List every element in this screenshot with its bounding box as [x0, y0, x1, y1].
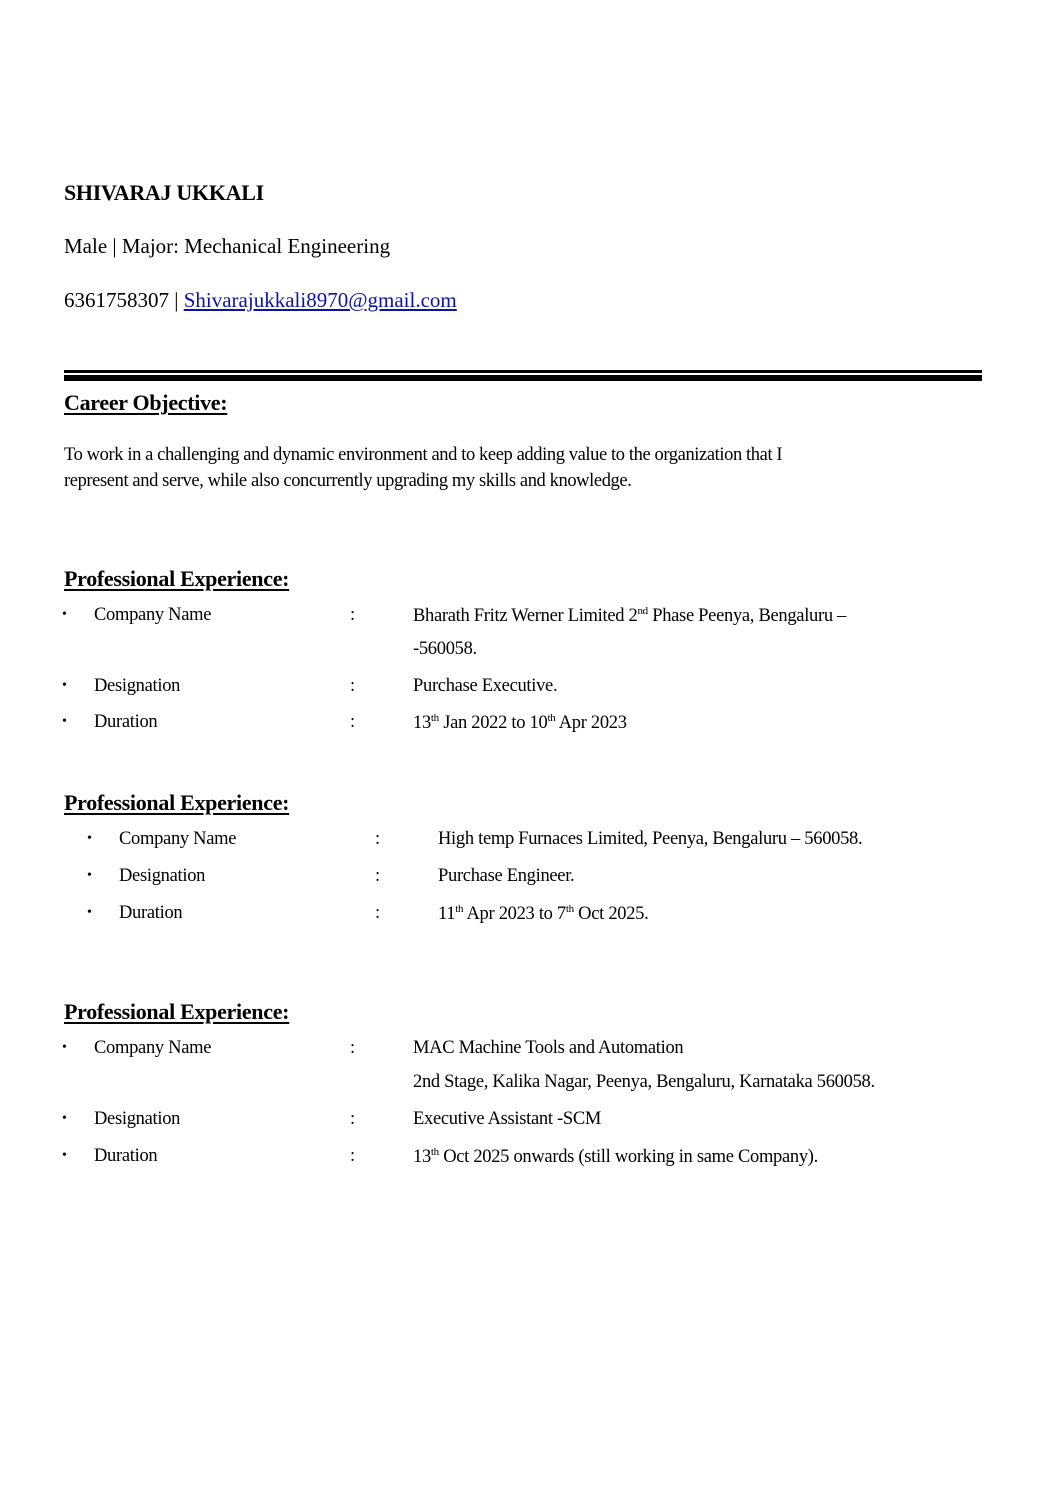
experience-heading-1: Professional Experience: — [64, 566, 290, 591]
bullet-icon: • — [62, 678, 67, 693]
designation-value: Executive Assistant -SCM — [413, 1109, 602, 1129]
bullet-icon: • — [87, 868, 92, 883]
company-label: Company Name — [94, 1038, 212, 1058]
duration-label: Duration — [94, 712, 158, 732]
colon: : — [350, 1109, 355, 1129]
designation-label: Designation — [119, 866, 206, 886]
colon: : — [350, 1146, 355, 1166]
colon: : — [350, 712, 355, 732]
duration-value: 13th Oct 2025 onwards (still working in same Company). — [413, 1146, 818, 1167]
company-value: Bharath Fritz Werner Limited 2nd Phase Peenya, Bengaluru – — [413, 605, 847, 626]
experience-heading-3: Professional Experience: — [64, 999, 290, 1024]
bullet-icon: • — [62, 607, 67, 622]
colon: : — [375, 866, 380, 886]
bullet-icon: • — [62, 1148, 67, 1163]
phone-number: 6361758307 | — [64, 288, 179, 312]
personal-info: Male | Major: Mechanical Engineering — [64, 234, 391, 258]
company-value: MAC Machine Tools and Automation — [413, 1038, 684, 1058]
company-label: Company Name — [94, 605, 212, 625]
career-objective-heading: Career Objective: — [64, 390, 228, 415]
bullet-icon: • — [87, 831, 92, 846]
bullet-icon: • — [62, 1111, 67, 1126]
company-label: Company Name — [119, 829, 237, 849]
company-value-line2: 2nd Stage, Kalika Nagar, Peenya, Bengaluru, Karnataka 560058. — [413, 1072, 875, 1092]
candidate-name: SHIVARAJ UKKALI — [64, 180, 264, 205]
bullet-icon: • — [87, 905, 92, 920]
duration-value: 13th Jan 2022 to 10th Apr 2023 — [413, 712, 627, 733]
designation-value: Purchase Engineer. — [438, 866, 575, 886]
bullet-icon: • — [62, 714, 67, 729]
company-value: High temp Furnaces Limited, Peenya, Bengaluru – 560058. — [438, 829, 863, 849]
email-link[interactable]: Shivarajukkali8970@gmail.com — [183, 288, 457, 312]
company-value-line2: -560058. — [413, 639, 477, 659]
career-objective-text: To work in a challenging and dynamic environment and to keep adding value to the organization that I represent and serve, while also concurrently upgrading my skills and knowledge. — [64, 445, 783, 491]
bullet-icon: • — [62, 1040, 67, 1055]
colon: : — [350, 605, 355, 625]
designation-label: Designation — [94, 1109, 181, 1129]
colon: : — [375, 829, 380, 849]
section-divider — [64, 370, 982, 381]
colon: : — [350, 1038, 355, 1058]
designation-value: Purchase Executive. — [413, 676, 558, 696]
duration-label: Duration — [94, 1146, 158, 1166]
experience-heading-2: Professional Experience: — [64, 790, 290, 815]
contact-line — [64, 288, 457, 313]
designation-label: Designation — [94, 676, 181, 696]
colon: : — [375, 903, 380, 923]
duration-label: Duration — [119, 903, 183, 923]
colon: : — [350, 676, 355, 696]
duration-value: 11th Apr 2023 to 7th Oct 2025. — [438, 903, 649, 924]
